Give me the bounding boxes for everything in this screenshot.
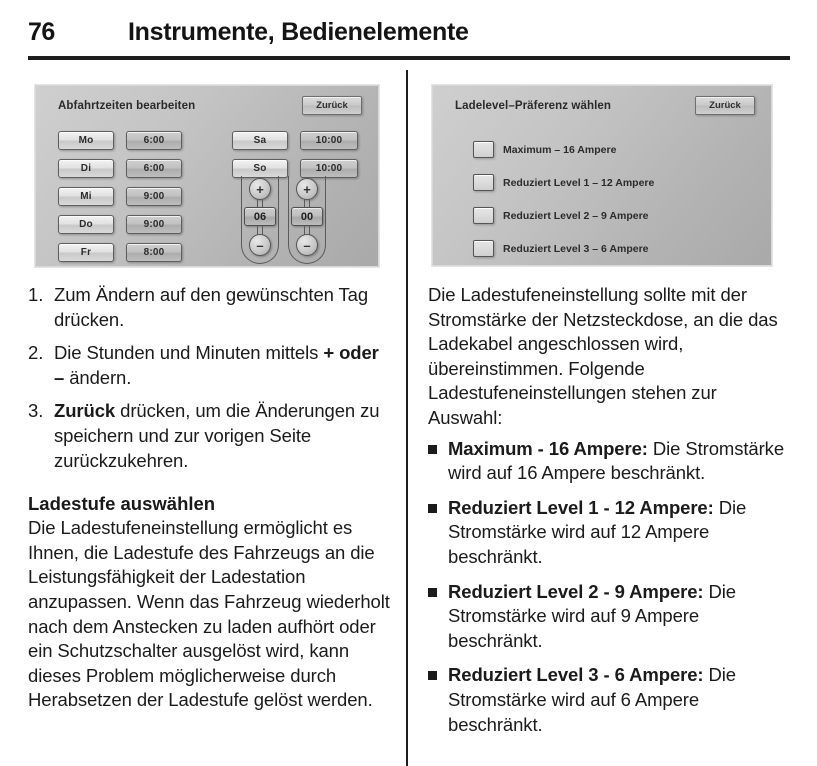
bullet-bold-3: Reduziert Level 2 - 9 Ampere:	[448, 580, 704, 602]
checkbox-icon[interactable]	[473, 207, 494, 224]
header-divider-rule	[28, 56, 790, 60]
hour-decrement-icon[interactable]: –	[249, 234, 271, 256]
time-value-mi[interactable]: 9:00	[126, 187, 182, 206]
charge-option-level-3[interactable]	[473, 240, 649, 257]
day-button-do[interactable]: Do	[58, 215, 114, 234]
step-text-2	[54, 341, 390, 390]
departure-steps-list	[28, 283, 390, 473]
time-value-mo[interactable]: 6:00	[126, 131, 182, 150]
back-button-departure[interactable]: Zurück	[302, 96, 362, 115]
time-value-fr[interactable]: 8:00	[126, 243, 182, 262]
bullet-text-4	[448, 663, 790, 737]
page-number: 76	[28, 17, 55, 46]
bullet-square-icon	[428, 580, 448, 654]
charge-option-level-1[interactable]	[473, 174, 654, 191]
checkbox-icon[interactable]	[473, 174, 494, 191]
charge-option-maximum[interactable]	[473, 141, 616, 158]
content-columns	[0, 70, 817, 766]
bullet-square-icon	[428, 437, 448, 486]
hour-value: 06	[244, 207, 276, 226]
day-button-sa[interactable]: Sa	[232, 131, 288, 150]
charge-level-bullets	[428, 437, 790, 738]
step-text-2-bold: + oder –	[54, 342, 379, 388]
step-text-1-pre: Zum Ändern auf den gewünschten Tag drücken.	[54, 284, 369, 330]
list-item	[28, 341, 390, 390]
left-column	[28, 70, 390, 766]
step-text-3-bold: Zurück	[54, 400, 116, 422]
right-column	[428, 70, 790, 766]
list-item	[28, 399, 390, 473]
page-title: Instrumente, Bedienelemente	[128, 17, 469, 46]
day-button-mo[interactable]: Mo	[58, 131, 114, 150]
bullet-text-3	[448, 580, 790, 654]
list-item	[428, 437, 790, 486]
step-text-1	[54, 283, 390, 332]
bullet-text-1	[448, 437, 790, 486]
minute-increment-icon[interactable]: +	[296, 178, 318, 200]
bullet-rest-3: Die Stromstärke wird auf 9 Ampere beschränkt.	[448, 580, 736, 651]
list-item	[28, 283, 390, 332]
charge-option-label: Reduziert Level 2 – 9 Ampere	[503, 209, 649, 222]
list-item	[428, 663, 790, 737]
step-text-3	[54, 399, 390, 473]
charge-option-level-2[interactable]	[473, 207, 649, 224]
bullet-bold-4: Reduziert Level 3 - 6 Ampere:	[448, 664, 704, 686]
day-button-fr[interactable]: Fr	[58, 243, 114, 262]
section-heading-ladestufe: Ladestufe auswählen	[28, 493, 216, 515]
day-button-mi[interactable]: Mi	[58, 187, 114, 206]
bullet-square-icon	[428, 663, 448, 737]
charge-option-label: Maximum – 16 Ampere	[503, 143, 617, 156]
checkbox-icon[interactable]	[473, 240, 494, 257]
minute-value: 00	[291, 207, 323, 226]
charge-option-label: Reduziert Level 3 – 6 Ampere	[503, 242, 649, 255]
day-button-so[interactable]: So	[232, 159, 288, 178]
charge-level-screenshot	[432, 85, 772, 266]
step-marker-1: 1.	[28, 284, 44, 305]
bullet-bold-2: Reduziert Level 1 - 12 Ampere:	[448, 496, 714, 518]
bullet-rest-4: Die Stromstärke wird auf 6 Ampere beschränkt.	[448, 664, 736, 735]
back-button-charge-level[interactable]: Zurück	[695, 96, 755, 115]
day-button-di[interactable]: Di	[58, 159, 114, 178]
time-value-sa[interactable]: 10:00	[300, 131, 358, 150]
bullet-bold-1: Maximum - 16 Ampere:	[448, 437, 648, 459]
page-header	[28, 8, 790, 56]
list-item	[428, 496, 790, 570]
bullet-rest-2: Die Stromstärke wird auf 12 Ampere beschränkt.	[448, 496, 747, 567]
time-value-so[interactable]: 10:00	[300, 159, 358, 178]
step-marker-2: 2.	[28, 342, 44, 364]
time-value-di[interactable]: 6:00	[126, 159, 182, 178]
minute-decrement-icon[interactable]: –	[296, 234, 318, 256]
bullet-square-icon	[428, 496, 448, 570]
screen-title-charge-level: Ladelevel–Präferenz wählen	[455, 100, 612, 112]
step-text-3-post: drücken, um die Änderungen zu speichern und zur vorigen Seite zurückzukehren.	[54, 400, 380, 471]
time-value-do[interactable]: 9:00	[126, 215, 182, 234]
step-marker-3: 3.	[28, 400, 44, 422]
charge-option-label: Reduziert Level 1 – 12 Ampere	[503, 176, 655, 189]
column-divider	[406, 70, 408, 766]
charge-intro-paragraph: Die Ladestufeneinstellung sollte mit der Stromstärke der Netzsteckdose, an die das Ladekabel angeschlossen wird, übereinstimmen. Folgende Ladestufeneinstellungen stehen zur Auswahl:	[428, 284, 778, 428]
bullet-text-2	[448, 496, 790, 570]
hour-increment-icon[interactable]: +	[249, 178, 271, 200]
step-text-2-pre: Die Stunden und Minuten mittels	[54, 342, 324, 364]
section-paragraph-ladestufe: Die Ladestufeneinstellung ermöglicht es Ihnen, die Ladestufe des Fahrzeugs an die Leistungsfähigkeit der Ladestation anzupassen. Wenn das Fahrzeug wiederholt nach dem Anstecken zu laden aufhört oder ein Schutzschalter ausgelöst wird, kann dieses Problem möglicherweise durch Herabsetzen der Ladestufe gelöst werden.	[28, 517, 390, 711]
bullet-rest-1: Die Stromstärke wird auf 16 Ampere beschränkt.	[448, 437, 785, 484]
step-text-2-post: ändern.	[64, 366, 132, 388]
checkbox-icon[interactable]	[473, 141, 494, 158]
screen-title-departure-times: Abfahrtzeiten bearbeiten	[58, 100, 196, 112]
departure-times-screenshot	[35, 85, 379, 267]
list-item	[428, 580, 790, 654]
